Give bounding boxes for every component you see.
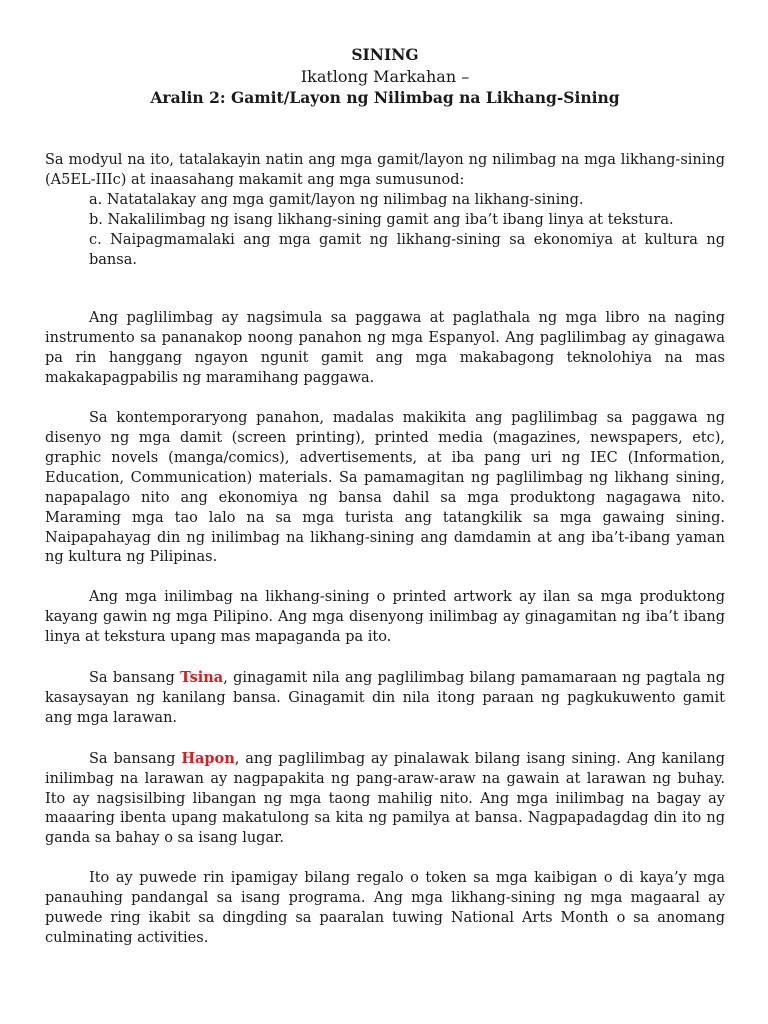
paragraph-printed-artwork: Ang mga inilimbag na likhang-sining o printed artwork ay ilan sa mga produktong kayang gawin ng mga Pilipino. Ang mga disenyong inilimbag ay ginagamitan ng iba’t ibang linya at tekstura upang mas mapaganda pa ito. [45,589,725,646]
highlight-country: Tsina [180,669,224,687]
objective-item: c. Naipagmamalaki ang mga gamit ng likhang-sining sa ekonomiya at kultura ng bansa. [89,231,725,268]
paragraph-china [45,668,725,729]
paragraph-text: Sa bansang [89,670,181,687]
paragraph-text: Sa bansang [89,750,182,767]
paragraph-text: , ang paglilimbag ay pinalawak bilang isang sining. Ang kanilang inilimbag na larawan ay nagpapakita ng pang-araw-araw na gawain at larawan ng buhay. Ito ay nagsisilbing libangan ng mga taong mahilig nito. Ang mga inilimbag na bagay ay maaaring ibenta upang makatulong sa kita ng pamilya at bansa. Nagpapadagdag din ito ng ganda sa bahay o sa isang lugar. [45,750,725,847]
paragraph-text: , ginagamit nila ang paglilimbag bilang pamamaraan ng pagtala ng kasaysayan ng kanilang bansa. Ginagamit din nila itong paraan ng pagkukuwento gamit ang mga larawan. [45,670,725,726]
document-page [45,44,725,949]
paragraph-contemporary: Sa kontemporaryong panahon, madalas makikita ang paglilimbag sa paggawa ng disenyo ng mga damit (screen printing), printed media (magazines, newspapers, etc), graphic novels (manga/comics), advertisements, at iba pang uri ng IEC (Information, Education, Communication) materials. Sa pamamagitan ng paglilimbag ng likhang sining, napapalago nito ang ekonomiya ng bansa dahil sa mga produktong nagagawa nito. Maraming mga tao lalo na sa mga turista ang tatangkilik sa mga gawaing sining. Naipapahayag din ng inilimbag na likhang-sining ang damdamin at ang iba’t-ibang yaman ng kultura ng Pilipinas. [45,410,725,566]
objectives-list [45,191,725,271]
subject-title: SINING [351,45,419,64]
quarter-subtitle: Ikatlong Markahan – [300,67,470,86]
paragraph-gifts: Ito ay puwede rin ipamigay bilang regalo o token sa mga kaibigan o di kaya’y mga panauhing pandangal sa isang programa. Ang mga likhang-sining ng mga magaaral ay puwede ring ikabit sa dingding sa paaralan tuwing National Arts Month o sa anomang culminating activities. [45,870,725,946]
objective-item: b. Nakalilimbag ng isang likhang-sining gamit ang iba’t ibang linya at tekstura. [89,211,674,228]
objective-item: a. Natatalakay ang mga gamit/layon ng nilimbag na likhang-sining. [89,191,584,208]
document-heading [45,44,725,109]
intro-text: Sa modyul na ito, tatalakayin natin ang mga gamit/layon ng nilimbag na mga likhang-sining (A5EL-IIIc) at inaasahang makamit ang mga sumusunod: [45,152,725,188]
highlight-country: Hapon [181,749,235,767]
paragraph-history: Ang paglilimbag ay nagsimula sa paggawa at paglathala ng mga libro na naging instrumento sa pananakop noong panahon ng mga Espanyol. Ang paglilimbag ay ginagawa pa rin hanggang ngayon ngunit gamit ang mga makabagong teknolohiya na mas makakapagpabilis ng maramihang paggawa. [45,310,725,387]
lesson-title: Aralin 2: Gamit/Layon ng Nilimbag na Likhang-Sining [150,88,620,107]
paragraph-japan [45,749,725,850]
intro-section [45,151,725,270]
